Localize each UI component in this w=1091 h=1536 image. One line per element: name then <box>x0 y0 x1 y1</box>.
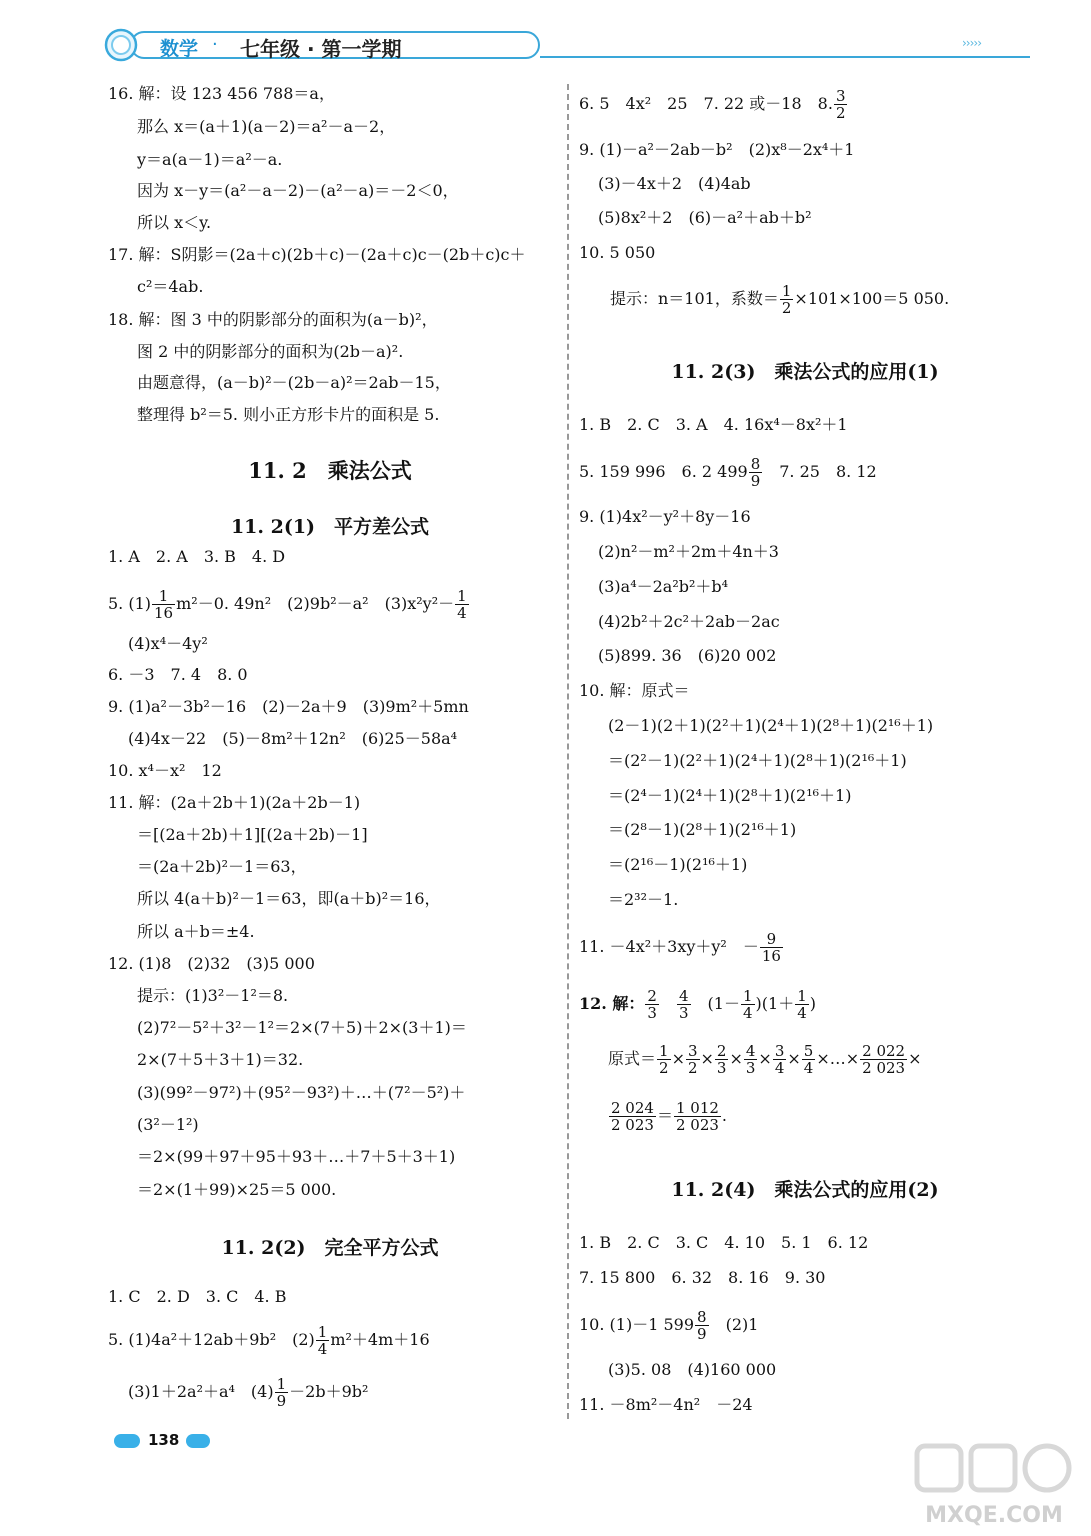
answer-line: 10. x⁴－x² 12 <box>108 761 222 780</box>
answer-line: (4)2b²＋2c²＋2ab－2ac <box>598 612 780 631</box>
denominator: 3 <box>647 1004 657 1022</box>
header-subject: 数学 <box>160 38 199 60</box>
answer-text: 11. －4x²＋3xy＋y² － <box>579 937 759 956</box>
answer-text: 原式＝ <box>608 1049 657 1068</box>
fraction <box>677 988 691 1021</box>
numerator: 4 <box>745 1042 756 1060</box>
answer-text: －2b＋9b² <box>289 1382 369 1401</box>
numerator: 3 <box>687 1042 698 1060</box>
fraction <box>741 988 755 1021</box>
ellipsis-text: ×…× <box>816 1049 860 1068</box>
answer-line: 10. 5 050 <box>579 243 656 262</box>
section-title: 11. 2(4) 乘法公式的应用(2) <box>671 1179 939 1201</box>
times-sign: × <box>671 1049 685 1068</box>
fraction <box>715 1043 729 1076</box>
answer-line: 18. 解：图 3 中的阴影部分的面积为(a－b)²， <box>108 310 438 329</box>
answer-line: ＝[(2a＋2b)＋1][(2a＋2b)－1] <box>137 825 368 844</box>
answer-line: (2)7²－5²＋3²－1²＝2×(7＋5)＋2×(3＋1)＝ <box>137 1018 467 1037</box>
numerator: 2 <box>647 987 657 1005</box>
denominator: 4 <box>803 1059 814 1077</box>
fraction <box>275 1376 289 1409</box>
denominator: 2 <box>781 299 792 317</box>
denominator: 4 <box>457 604 467 622</box>
answer-text: ×101×100＝5 050. <box>794 289 950 308</box>
denominator: 4 <box>797 1004 807 1022</box>
answer-line: ＝2×(99＋97＋95＋93＋…＋7＋5＋3＋1) <box>137 1147 456 1166</box>
denominator: 16 <box>761 947 781 965</box>
fraction <box>695 1309 709 1342</box>
numerator: 2 <box>716 1042 727 1060</box>
section-title: 11. 2(3) 乘法公式的应用(1) <box>671 361 939 383</box>
answer-line: (2－1)(2＋1)(2²＋1)(2⁴＋1)(2⁸＋1)(2¹⁶＋1) <box>608 716 934 735</box>
denominator: 9 <box>697 1325 707 1343</box>
answer-text: 5. (1) <box>108 594 152 613</box>
answer-text: 7. 25 8. 12 <box>779 462 877 481</box>
answer-line <box>579 1303 758 1347</box>
answer-text: m²－0. 49n² (2)9b²－a² (3)x²y²－ <box>176 594 455 613</box>
page-number: 138 <box>148 1431 180 1449</box>
answer-line: 那么 x＝(a＋1)(a－2)＝a²－a－2， <box>137 117 396 136</box>
denominator: 2 <box>659 1059 669 1077</box>
fraction <box>744 1043 758 1076</box>
answer-line: 10. 解：原式＝ <box>579 681 690 700</box>
numerator: 1 012 <box>675 1099 719 1117</box>
answer-line: (4)x⁴－4y² <box>128 634 208 653</box>
answer-text: ) <box>809 994 816 1013</box>
answer-line: 11. 解：(2a＋2b＋1)(2a＋2b－1) <box>108 793 361 812</box>
answer-line: 7. 15 800 6. 32 8. 16 9. 30 <box>579 1268 826 1287</box>
answer-line: (3)(99²－97²)＋(95²－93²)＋…＋(7²－5²)＋ <box>137 1083 466 1102</box>
numerator: 8 <box>750 455 761 473</box>
fraction <box>316 1324 330 1357</box>
denominator: 2 023 <box>675 1116 719 1134</box>
section-title: 11. 2 乘法公式 <box>248 458 412 483</box>
header-separator: · <box>212 34 218 55</box>
numerator: 5 <box>803 1042 814 1060</box>
fraction <box>455 588 469 621</box>
times-sign: × <box>758 1049 772 1068</box>
answer-line: y＝a(a－1)＝a²－a. <box>137 150 283 169</box>
denominator: 4 <box>317 1340 328 1358</box>
answer-line: 1. B 2. C 3. A 4. 16x⁴－8x²＋1 <box>579 415 848 434</box>
fraction <box>749 456 763 489</box>
answer-line: 12. (1)8 (2)32 (3)5 000 <box>108 954 315 973</box>
fraction <box>609 1100 656 1133</box>
page-marker-left <box>114 1434 140 1448</box>
answer-line: (5)8x²＋2 (6)－a²＋ab＋b² <box>598 208 812 227</box>
page-header <box>100 28 1030 62</box>
answer-text: 10. (1)－1 599 <box>579 1315 695 1334</box>
numerator: 3 <box>774 1042 785 1060</box>
answer-line <box>608 1037 922 1081</box>
answer-line <box>579 982 816 1026</box>
answer-line <box>579 925 784 969</box>
fraction <box>674 1100 721 1133</box>
denominator: 3 <box>745 1059 756 1077</box>
times-sign: × <box>787 1049 801 1068</box>
answer-line: 9. (1)a²－3b²－16 (2)－2a＋9 (3)9m²＋5mn <box>108 697 469 716</box>
numerator: 1 <box>152 588 175 605</box>
answer-text: 提示：n＝101，系数＝ <box>610 289 779 308</box>
answer-line: c²＝4ab. <box>137 277 204 296</box>
denominator: 2 <box>835 104 846 122</box>
denominator: 4 <box>774 1059 785 1077</box>
numerator: 4 <box>678 987 689 1005</box>
numerator: 8 <box>697 1308 707 1326</box>
numerator: 1 <box>317 1323 328 1341</box>
fraction <box>760 931 783 964</box>
lens-logo-icon <box>104 28 138 62</box>
section-title: 11. 2(2) 完全平方公式 <box>221 1237 439 1259</box>
numerator: 3 <box>835 87 846 105</box>
answer-line: ＝2×(1＋99)×25＝5 000. <box>137 1180 337 1199</box>
period: . <box>721 1106 728 1125</box>
header-grade: 七年级 · 第一学期 <box>240 37 402 61</box>
watermark-text: MXQE.COM <box>925 1503 1063 1528</box>
numerator: 1 <box>742 987 753 1005</box>
numerator: 1 <box>457 587 467 605</box>
page-marker-right <box>186 1434 210 1448</box>
answer-line: 1. A 2. A 3. B 4. D <box>108 547 286 566</box>
answer-line: 16. 解：设 123 456 788＝a， <box>108 84 335 103</box>
answer-line <box>579 82 848 126</box>
denominator: 9 <box>276 1392 287 1410</box>
answer-line: 提示：(1)3²－1²＝8. <box>137 986 289 1005</box>
answer-line: (4)4x－22 (5)－8m²＋12n² (6)25－58a⁴ <box>128 729 458 748</box>
equals-sign: ＝ <box>656 1106 673 1125</box>
chevrons-decoration: ››››› <box>962 36 981 50</box>
times-sign: × <box>908 1049 922 1068</box>
fraction <box>795 988 809 1021</box>
numerator: 1 <box>797 987 807 1005</box>
fraction <box>802 1043 816 1076</box>
answer-line: (2)n²－m²＋2m＋4n＋3 <box>598 542 779 561</box>
column-divider <box>567 84 569 1419</box>
page-footer <box>110 1428 220 1454</box>
answer-text: (1－ <box>707 994 740 1013</box>
answer-text: 5. (1)4a²＋12ab＋9b² (2) <box>108 1330 315 1349</box>
denominator: 2 023 <box>862 1059 906 1077</box>
numerator: 1 <box>659 1042 669 1060</box>
times-sign: × <box>729 1049 743 1068</box>
denominator: 2 <box>687 1059 698 1077</box>
answer-line: ＝(2²－1)(2²＋1)(2⁴＋1)(2⁸＋1)(2¹⁶＋1) <box>608 751 907 770</box>
fraction <box>645 988 659 1021</box>
answer-line <box>108 582 470 626</box>
answer-line: 11. －8m²－4n² －24 <box>579 1395 753 1414</box>
answer-line: ＝(2¹⁶－1)(2¹⁶＋1) <box>608 855 748 874</box>
answer-text: (2)1 <box>725 1315 759 1334</box>
answer-line: 所以 x＜y. <box>137 213 212 232</box>
answer-line: 6. －3 7. 4 8. 0 <box>108 665 248 684</box>
denominator: 16 <box>154 604 174 622</box>
answer-line: (5)899. 36 (6)20 002 <box>598 646 777 665</box>
numerator: 1 <box>276 1375 287 1393</box>
answer-line: 17. 解：S阴影＝(2a＋c)(2b＋c)－(2a＋c)c－(2b＋c)c＋ <box>108 245 526 264</box>
fraction <box>780 283 794 316</box>
answer-line <box>108 1318 430 1362</box>
section-title: 11. 2(1) 平方差公式 <box>230 516 430 538</box>
fraction <box>686 1043 700 1076</box>
fraction <box>860 1043 907 1076</box>
answer-line: 由题意得，(a－b)²－(2b－a)²＝2ab－15， <box>137 373 451 392</box>
fraction-product <box>656 1042 816 1077</box>
answer-line: (3)－4x＋2 (4)4ab <box>598 174 751 193</box>
answer-text: )(1＋ <box>755 994 795 1013</box>
numerator: 2 022 <box>862 1042 906 1060</box>
answer-text: 5. 159 996 6. 2 499 <box>579 462 748 481</box>
answer-line: 2×(7＋5＋3＋1)＝32. <box>137 1050 304 1069</box>
answer-line: 所以 4(a＋b)²－1＝63，即(a＋b)²＝16， <box>137 889 441 908</box>
denominator: 4 <box>742 1004 753 1022</box>
answer-line: (3²－1²) <box>137 1115 199 1134</box>
numerator: 2 024 <box>611 1099 654 1117</box>
answer-line <box>610 277 949 321</box>
fraction <box>152 588 175 621</box>
numerator: 9 <box>760 931 783 948</box>
denominator: 9 <box>750 472 761 490</box>
answer-line: ＝(2⁴－1)(2⁴＋1)(2⁸＋1)(2¹⁶＋1) <box>608 786 852 805</box>
answer-line: 所以 a＋b＝±4. <box>137 922 255 941</box>
fraction <box>773 1043 787 1076</box>
answer-line <box>128 1370 368 1414</box>
answer-line <box>608 1094 727 1138</box>
answer-line: 因为 x－y＝(a²－a－2)－(a²－a)＝－2＜0， <box>137 181 459 200</box>
watermark-logo-icon <box>909 1440 1079 1530</box>
answer-text: 12. 解： <box>579 994 645 1013</box>
answer-line <box>579 450 877 494</box>
answer-line: (3)a⁴－2a²b²＋b⁴ <box>598 577 729 596</box>
answer-text: m²＋4m＋16 <box>330 1330 430 1349</box>
denominator: 3 <box>716 1059 727 1077</box>
answer-line: 9. (1)4x²－y²＋8y－16 <box>579 507 751 526</box>
denominator: 3 <box>678 1004 689 1022</box>
answer-line: 1. C 2. D 3. C 4. B <box>108 1287 287 1306</box>
denominator: 2 023 <box>611 1116 654 1134</box>
numerator: 1 <box>781 282 792 300</box>
answer-line: (3)5. 08 (4)160 000 <box>608 1360 777 1379</box>
answer-line: 整理得 b²＝5. 则小正方形卡片的面积是 5. <box>137 405 440 424</box>
answer-line: 图 2 中的阴影部分的面积为(2b－a)². <box>137 342 404 361</box>
times-sign: × <box>700 1049 714 1068</box>
fraction <box>834 88 848 121</box>
answer-line: 9. (1)－a²－2ab－b² (2)x⁸－2x⁴＋1 <box>579 140 855 159</box>
fraction <box>657 1043 671 1076</box>
answer-line: ＝2³²－1. <box>608 890 679 909</box>
answer-line: ＝(2a＋2b)²－1＝63， <box>137 857 307 876</box>
answer-line: ＝(2⁸－1)(2⁸＋1)(2¹⁶＋1) <box>608 820 797 839</box>
answer-text: 6. 5 4x² 25 7. 22 或－18 8. <box>579 94 833 113</box>
answer-line: 1. B 2. C 3. C 4. 10 5. 1 6. 12 <box>579 1233 869 1252</box>
header-rule <box>540 56 1030 58</box>
answer-text: (3)1＋2a²＋a⁴ (4) <box>128 1382 274 1401</box>
